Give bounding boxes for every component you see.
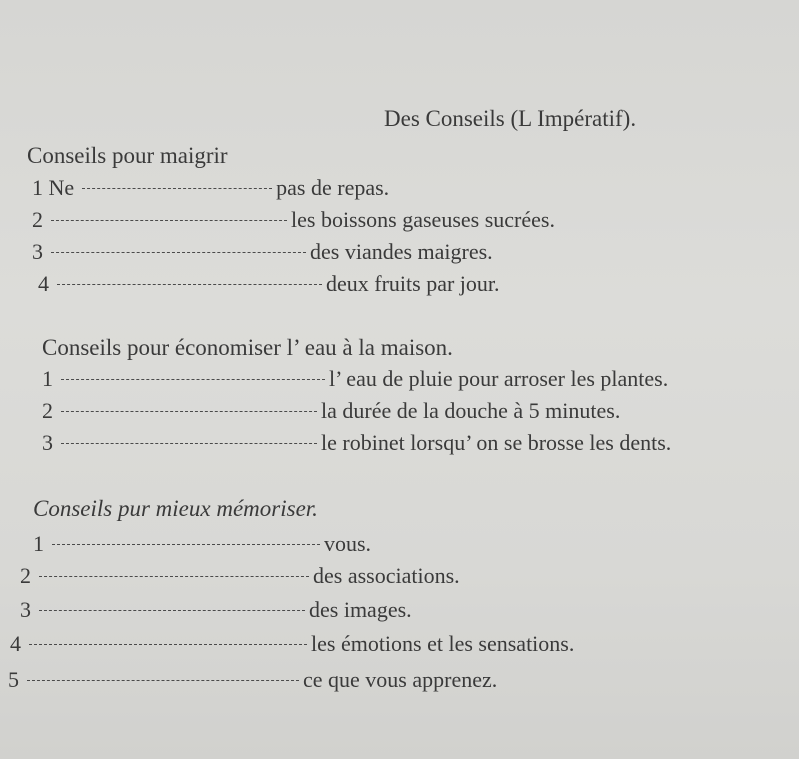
exercise-line <box>20 563 460 589</box>
exercise-line <box>10 631 574 657</box>
item-number: 3 <box>32 239 43 264</box>
item-text: deux fruits par jour. <box>326 271 500 296</box>
answer-blank[interactable] <box>51 252 306 253</box>
item-number: 3 <box>42 430 53 455</box>
item-number: 1 Ne <box>32 175 75 200</box>
answer-blank[interactable] <box>61 443 317 444</box>
item-number: 4 <box>38 271 49 296</box>
item-text: des associations. <box>313 563 460 588</box>
item-text: vous. <box>324 531 372 556</box>
exercise-line <box>38 271 500 297</box>
exercise-line <box>20 597 412 623</box>
item-text: des images. <box>309 597 412 622</box>
exercise-line <box>32 207 555 233</box>
answer-blank[interactable] <box>52 544 320 545</box>
exercise-line <box>32 239 493 265</box>
item-text: l’ eau de pluie pour arroser les plantes. <box>329 366 669 391</box>
item-text: la durée de la douche à 5 minutes. <box>321 398 621 423</box>
item-text: les boissons gaseuses sucrées. <box>291 207 555 232</box>
exercise-line <box>8 667 497 693</box>
answer-blank[interactable] <box>39 576 309 577</box>
item-text: des viandes maigres. <box>310 239 493 264</box>
exercise-line <box>42 366 668 392</box>
section-heading-economiser: Conseils pour économiser l’ eau à la maison. <box>42 335 453 360</box>
item-number: 1 <box>33 531 44 556</box>
item-number: 2 <box>42 398 53 423</box>
item-number: 2 <box>32 207 43 232</box>
exercise-line <box>33 531 371 557</box>
answer-blank[interactable] <box>82 188 272 189</box>
section-heading-maigrir: Conseils pour maigrir <box>27 143 228 168</box>
item-number: 5 <box>8 667 19 692</box>
answer-blank[interactable] <box>39 610 305 611</box>
exercise-line <box>42 430 671 456</box>
item-number: 2 <box>20 563 31 588</box>
item-text: pas de repas. <box>276 175 390 200</box>
item-number: 4 <box>10 631 21 656</box>
answer-blank[interactable] <box>27 680 299 681</box>
item-text: les émotions et les sensations. <box>311 631 575 656</box>
answer-blank[interactable] <box>57 284 322 285</box>
page-title: Des Conseils (L Impératif). <box>384 106 637 131</box>
item-number: 3 <box>20 597 31 622</box>
exercise-line <box>32 175 389 201</box>
answer-blank[interactable] <box>61 411 317 412</box>
exercise-line <box>42 398 620 424</box>
answer-blank[interactable] <box>29 644 307 645</box>
item-number: 1 <box>42 366 53 391</box>
item-text: le robinet lorsqu’ on se brosse les dents. <box>321 430 672 455</box>
answer-blank[interactable] <box>61 379 325 380</box>
item-text: ce que vous apprenez. <box>303 667 498 692</box>
answer-blank[interactable] <box>51 220 287 221</box>
section-heading-memoriser: Conseils pur mieux mémoriser. <box>33 496 318 521</box>
